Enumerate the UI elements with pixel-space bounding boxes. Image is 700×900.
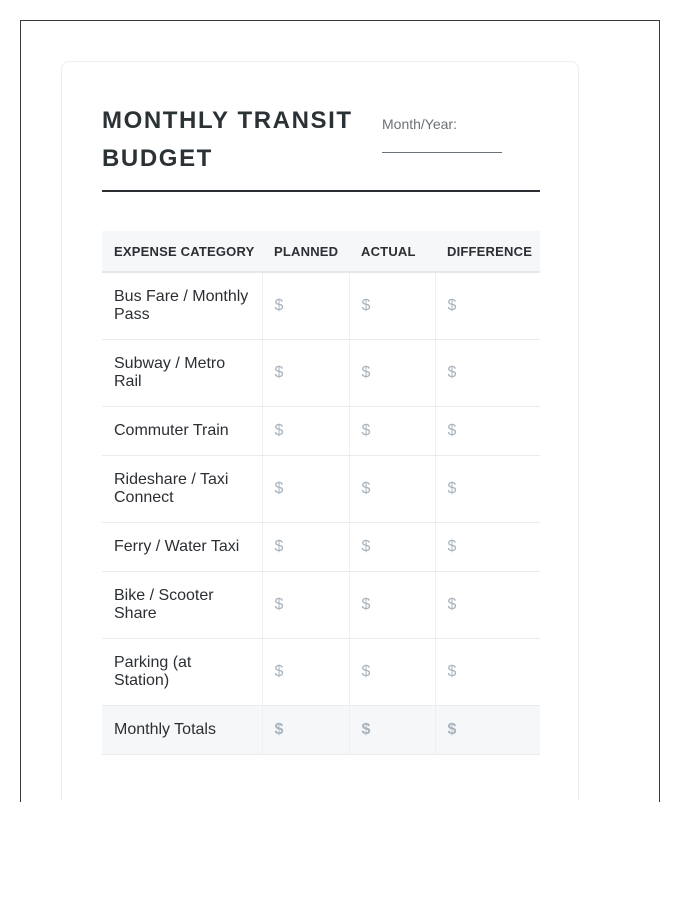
category-cell: Rideshare / Taxi Connect [102, 456, 262, 523]
month-year-label: Month/Year: [382, 116, 457, 132]
total-difference-cell: $ [435, 706, 540, 755]
page-title: MONTHLY TRANSIT BUDGET [102, 107, 353, 172]
totals-row [102, 706, 540, 755]
column-header-category: EXPENSE CATEGORY [102, 231, 262, 272]
actual-cell[interactable]: $ [349, 456, 435, 523]
planned-cell[interactable]: $ [262, 272, 349, 340]
table-row [102, 572, 540, 639]
category-cell: Ferry / Water Taxi [102, 523, 262, 572]
difference-cell[interactable]: $ [435, 407, 540, 456]
actual-cell[interactable]: $ [349, 407, 435, 456]
planned-cell[interactable]: $ [262, 456, 349, 523]
month-year-input-line[interactable] [382, 132, 502, 153]
actual-cell[interactable]: $ [349, 572, 435, 639]
total-actual-cell: $ [349, 706, 435, 755]
actual-cell[interactable]: $ [349, 523, 435, 572]
table-row [102, 523, 540, 572]
planned-cell[interactable]: $ [262, 340, 349, 407]
difference-cell[interactable]: $ [435, 272, 540, 340]
budget-sheet [61, 61, 579, 801]
column-header-planned: PLANNED [262, 231, 349, 272]
column-header-actual: ACTUAL [349, 231, 435, 272]
table-header-row [102, 231, 540, 272]
month-year-field [382, 116, 512, 153]
table-row [102, 456, 540, 523]
planned-cell[interactable]: $ [262, 572, 349, 639]
table-row [102, 407, 540, 456]
table-row [102, 639, 540, 706]
total-planned-cell: $ [262, 706, 349, 755]
column-header-difference: DIFFERENCE [435, 231, 540, 272]
actual-cell[interactable]: $ [349, 272, 435, 340]
planned-cell[interactable]: $ [262, 523, 349, 572]
category-cell: Parking (at Station) [102, 639, 262, 706]
actual-cell[interactable]: $ [349, 639, 435, 706]
category-cell: Bus Fare / Monthly Pass [102, 272, 262, 340]
difference-cell[interactable]: $ [435, 456, 540, 523]
category-cell: Subway / Metro Rail [102, 340, 262, 407]
planned-cell[interactable]: $ [262, 639, 349, 706]
category-cell: Bike / Scooter Share [102, 572, 262, 639]
totals-label: Monthly Totals [102, 706, 262, 755]
sheet-header [102, 102, 540, 192]
actual-cell[interactable]: $ [349, 340, 435, 407]
difference-cell[interactable]: $ [435, 572, 540, 639]
table-row [102, 340, 540, 407]
difference-cell[interactable]: $ [435, 639, 540, 706]
budget-table [102, 231, 540, 755]
difference-cell[interactable]: $ [435, 523, 540, 572]
table-row [102, 272, 540, 340]
category-cell: Commuter Train [102, 407, 262, 456]
difference-cell[interactable]: $ [435, 340, 540, 407]
planned-cell[interactable]: $ [262, 407, 349, 456]
